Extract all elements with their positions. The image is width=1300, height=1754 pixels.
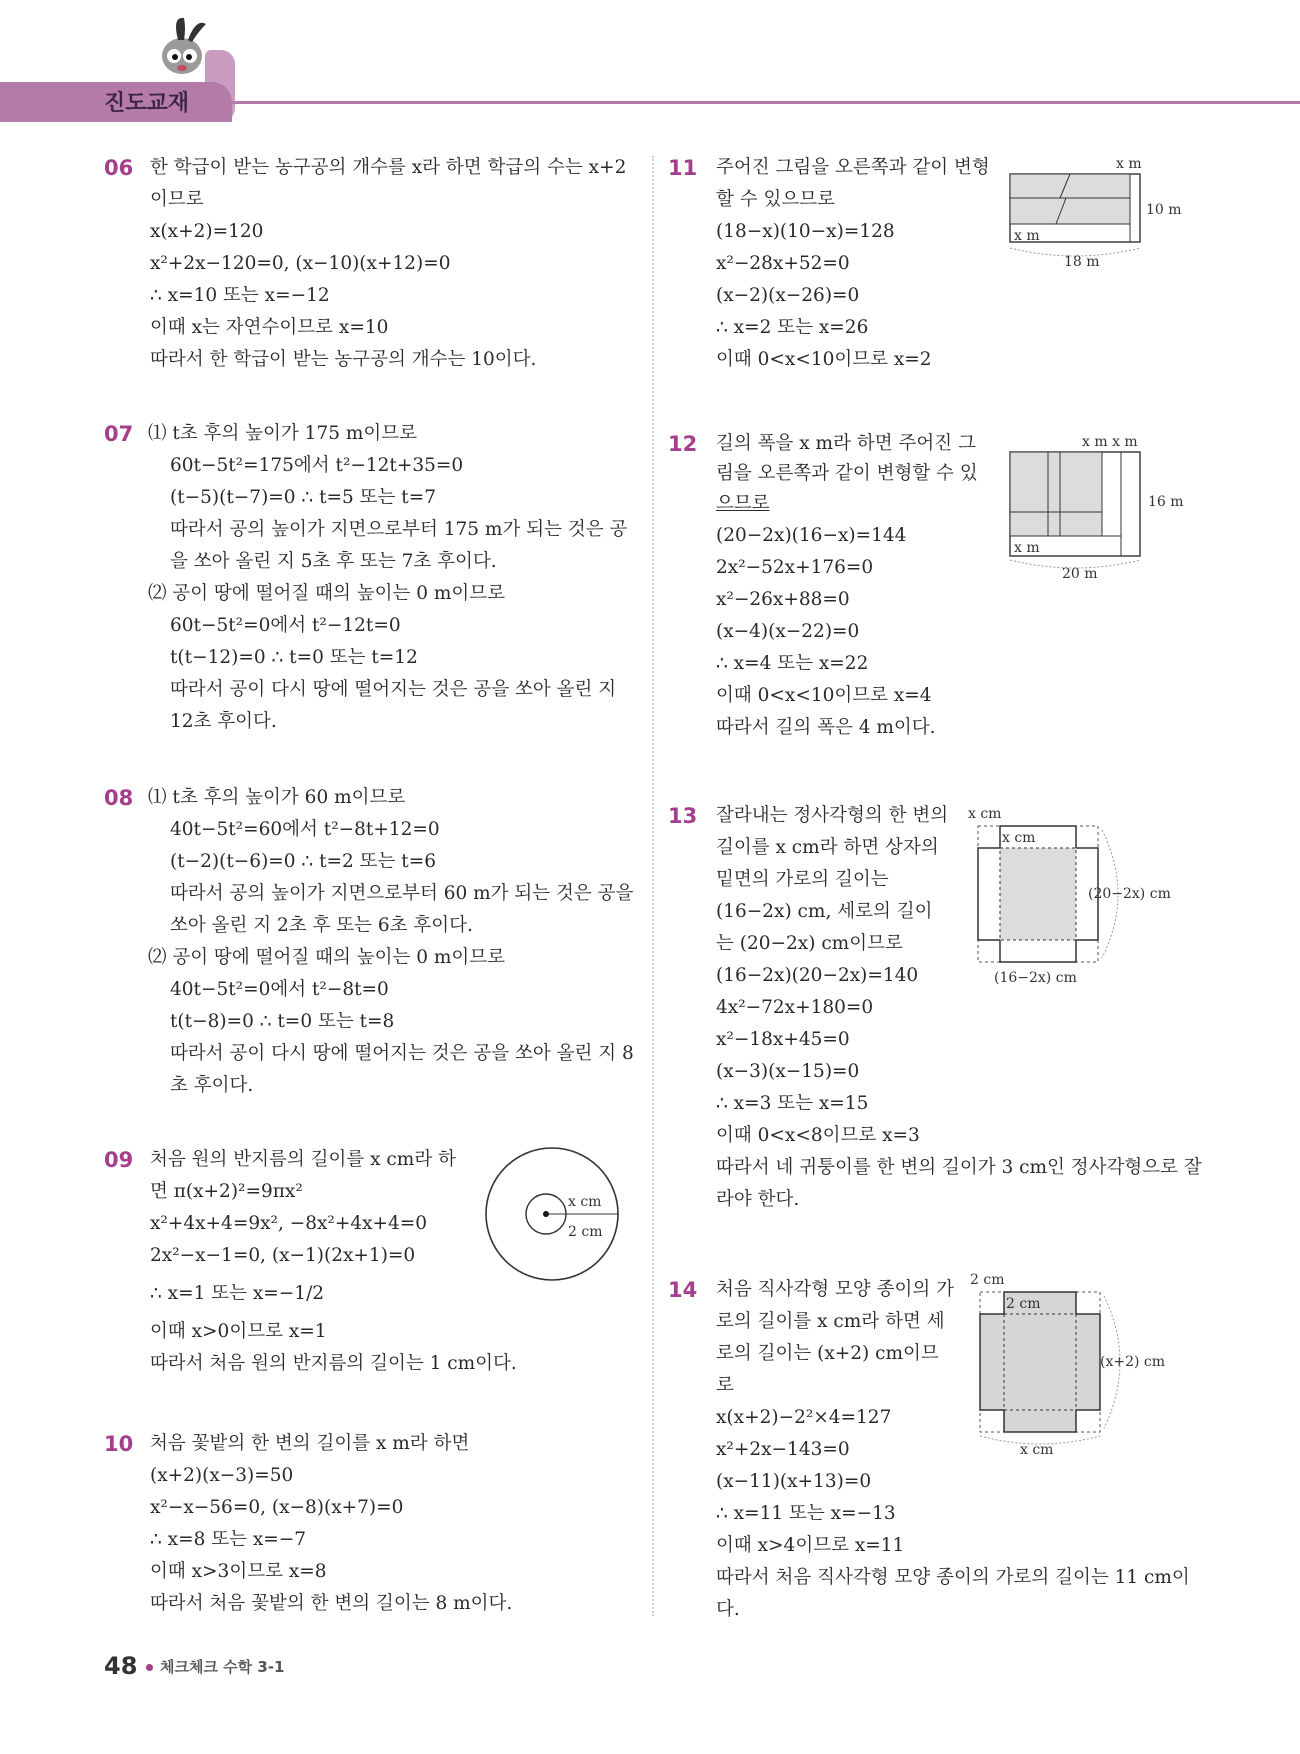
solution-line: 잘라내는 정사각형의 한 변의 — [716, 805, 949, 826]
solution-line: 라야 한다. — [716, 1189, 800, 1210]
dim-right: (20−2x) cm — [1088, 886, 1171, 902]
mascot-icon — [152, 14, 232, 84]
solution-line: x(x+2)=120 — [150, 221, 264, 242]
solution-line: ∴ x=8 또는 x=−7 — [150, 1529, 307, 1550]
solution-line: 40t−5t²=0에서 t²−8t=0 — [170, 979, 389, 1000]
solution-line: 이므로 — [150, 189, 204, 210]
solution-line: 이때 x>3이므로 x=8 — [150, 1561, 327, 1582]
column-divider — [652, 156, 654, 1616]
solution-line: t(t−8)=0 ∴ t=0 또는 t=8 — [170, 1011, 395, 1032]
solution-line: x²+4x+4=9x², −8x²+4x+4=0 — [150, 1213, 428, 1234]
solution-line: 처음 원의 반지름의 길이를 x cm라 하 — [150, 1149, 456, 1170]
dim-inner: x m — [1014, 540, 1040, 556]
solution-line: 는 (20−2x) cm이므로 — [716, 933, 903, 954]
problem-number: 10 — [104, 1432, 134, 1456]
problem-number: 14 — [668, 1278, 698, 1302]
solution-line: 따라서 처음 원의 반지름의 길이는 1 cm이다. — [150, 1353, 517, 1374]
solution-line: 따라서 공의 높이가 지면으로부터 175 m가 되는 것은 공 — [170, 519, 628, 540]
dim-right: (x+2) cm — [1100, 1354, 1166, 1370]
solution-line: 40t−5t²=60에서 t²−8t+12=0 — [170, 819, 440, 840]
solution-line: 2x²−x−1=0, (x−1)(2x+1)=0 — [150, 1245, 416, 1266]
solution-line: 할 수 있으므로 — [716, 189, 835, 210]
paper-net-figure-14 — [964, 1270, 1194, 1460]
dim-outer: x cm — [968, 806, 1002, 822]
solution-line: 로의 길이는 (x+2) cm이므 — [716, 1343, 939, 1364]
solution-line: 따라서 처음 꽃밭의 한 변의 길이는 8 m이다. — [150, 1593, 513, 1614]
dim-right: 10 m — [1146, 202, 1182, 218]
solution-line: (16−2x) cm, 세로의 길이 — [716, 901, 933, 922]
solution-line: 다. — [716, 1599, 740, 1620]
solution-line: 이때 0<x<8이므로 x=3 — [716, 1125, 920, 1146]
solution-line: x(x+2)−2²×4=127 — [716, 1407, 892, 1428]
solution-line: x²+2x−143=0 — [716, 1439, 850, 1460]
solution-line: ∴ x=3 또는 x=15 — [716, 1093, 869, 1114]
solution-line: 처음 꽃밭의 한 변의 길이를 x m라 하면 — [150, 1433, 470, 1454]
problem-number: 11 — [668, 156, 698, 180]
solution-line: (x−4)(x−22)=0 — [716, 621, 860, 642]
solution-line: 을 쏘아 올린 지 5초 후 또는 7초 후이다. — [170, 551, 497, 572]
solution-line: 한 학급이 받는 농구공의 개수를 x라 하면 학급의 수는 x+2 — [150, 157, 627, 178]
problem-number: 09 — [104, 1148, 134, 1172]
solution-line: 쏘아 올린 지 2초 후 또는 6초 후이다. — [170, 915, 473, 936]
dim-bottom: 20 m — [1062, 566, 1098, 582]
solution-line: (x+2)(x−3)=50 — [150, 1465, 294, 1486]
solution-line: 60t−5t²=0에서 t²−12t=0 — [170, 615, 401, 636]
solution-line: 길이를 x cm라 하면 상자의 — [716, 837, 939, 858]
dim-inner: 2 cm — [1006, 1296, 1041, 1312]
dim-inner: x cm — [1002, 830, 1036, 846]
solution-line: (t−5)(t−7)=0 ∴ t=5 또는 t=7 — [170, 487, 436, 508]
field-figure-11 — [996, 156, 1196, 274]
solution-line: 따라서 길의 폭은 4 m이다. — [716, 717, 936, 738]
solution-line: 60t−5t²=175에서 t²−12t+35=0 — [170, 455, 464, 476]
solution-line: 주어진 그림을 오른쪽과 같이 변형 — [716, 157, 990, 178]
solution-line: (x−2)(x−26)=0 — [716, 285, 860, 306]
dim-bottom: 18 m — [1064, 254, 1100, 270]
solution-line: t(t−12)=0 ∴ t=0 또는 t=12 — [170, 647, 418, 668]
solution-line: 2x²−52x+176=0 — [716, 557, 874, 578]
solution-line: (x−11)(x+13)=0 — [716, 1471, 872, 1492]
solution-line: 4x²−72x+180=0 — [716, 997, 874, 1018]
solution-line: 길의 폭을 x m라 하면 주어진 그 — [716, 433, 976, 454]
solution-line: 따라서 네 귀퉁이를 한 변의 길이가 3 cm인 정사각형으로 잘 — [716, 1157, 1202, 1178]
solution-line: 따라서 처음 직사각형 모양 종이의 가로의 길이는 11 cm이 — [716, 1567, 1190, 1588]
solution-line: 이때 x>0이므로 x=1 — [150, 1321, 327, 1342]
footer-bullet — [146, 1664, 153, 1671]
solution-line: (18−x)(10−x)=128 — [716, 221, 895, 242]
solution-line: 따라서 공의 높이가 지면으로부터 60 m가 되는 것은 공을 — [170, 883, 634, 904]
problem-number: 06 — [104, 156, 134, 180]
problem-number: 12 — [668, 432, 698, 456]
problem-number: 07 — [104, 422, 134, 446]
solution-line: 밑면의 가로의 길이는 — [716, 869, 889, 890]
solution-line: 12초 후이다. — [170, 711, 277, 732]
solution-line: ∴ x=2 또는 x=26 — [716, 317, 869, 338]
solution-line: (20−2x)(16−x)=144 — [716, 525, 907, 546]
dim-right: 16 m — [1148, 494, 1184, 510]
solution-line: (x−3)(x−15)=0 — [716, 1061, 860, 1082]
solution-line: 이때 x는 자연수이므로 x=10 — [150, 317, 389, 338]
dim-outer: 2 cm — [970, 1272, 1005, 1288]
solution-line: 초 후이다. — [170, 1075, 254, 1096]
solution-line: x²−18x+45=0 — [716, 1029, 850, 1050]
solution-line: 로의 길이를 x cm라 하면 세 — [716, 1311, 945, 1332]
solution-line: 이때 0<x<10이므로 x=4 — [716, 685, 932, 706]
solution-line: 면 π(x+2)²=9πx² — [150, 1181, 303, 1202]
solution-line: 이때 x>4이므로 x=11 — [716, 1535, 905, 1556]
solution-line: ∴ x=11 또는 x=−13 — [716, 1503, 896, 1524]
problem-number: 13 — [668, 804, 698, 828]
solution-line: ∴ x=1 또는 x=−1/2 — [150, 1283, 325, 1304]
section-title: 진도교재 — [104, 91, 190, 116]
solution-line: ⑵ 공이 땅에 떨어질 때의 높이는 0 m이므로 — [148, 583, 506, 604]
solution-line: x²−28x+52=0 — [716, 253, 850, 274]
solution-line: ∴ x=4 또는 x=22 — [716, 653, 869, 674]
solution-line: 림을 오른쪽과 같이 변형할 수 있 — [716, 463, 978, 484]
solution-line: ⑴ t초 후의 높이가 175 m이므로 — [148, 423, 418, 444]
dim-inner: x m — [1014, 228, 1040, 244]
problem-number: 08 — [104, 786, 134, 810]
solution-line: ∴ x=10 또는 x=−12 — [150, 285, 330, 306]
solution-line: ⑵ 공이 땅에 떨어질 때의 높이는 0 m이므로 — [148, 947, 506, 968]
solution-line: 따라서 공이 다시 땅에 떨어지는 것은 공을 쏘아 올린 지 — [170, 679, 617, 700]
solution-line: ⑴ t초 후의 높이가 60 m이므로 — [148, 787, 406, 808]
road-figure-12 — [996, 432, 1196, 582]
solution-line: 따라서 한 학급이 받는 농구공의 개수는 10이다. — [150, 349, 537, 370]
circle-label-x: x cm — [568, 1194, 602, 1210]
circle-label-2: 2 cm — [568, 1224, 603, 1240]
dim-bottom: (16−2x) cm — [994, 970, 1077, 986]
page-number: 48 — [104, 1652, 138, 1680]
dim-top: x m x m — [1082, 434, 1138, 450]
dim-top: x m — [1116, 156, 1142, 172]
circle-figure — [482, 1144, 622, 1284]
box-net-figure-13 — [964, 800, 1194, 1000]
solution-line: (16−2x)(20−2x)=140 — [716, 965, 919, 986]
solution-line: 처음 직사각형 모양 종이의 가 — [716, 1279, 954, 1300]
solution-line: 으므로 — [716, 493, 770, 514]
dim-bottom: x cm — [1020, 1442, 1054, 1458]
solution-line: x²−26x+88=0 — [716, 589, 850, 610]
solution-line: 이때 0<x<10이므로 x=2 — [716, 349, 932, 370]
solution-line: x²+2x−120=0, (x−10)(x+12)=0 — [150, 253, 451, 274]
book-title: 체크체크 수학 3-1 — [160, 1658, 285, 1676]
solution-line: x²−x−56=0, (x−8)(x+7)=0 — [150, 1497, 404, 1518]
header-rule — [226, 101, 1300, 104]
solution-line: 따라서 공이 다시 땅에 떨어지는 것은 공을 쏘아 올린 지 8 — [170, 1043, 634, 1064]
solution-line: 로 — [716, 1375, 734, 1396]
solution-line: (t−2)(t−6)=0 ∴ t=2 또는 t=6 — [170, 851, 436, 872]
